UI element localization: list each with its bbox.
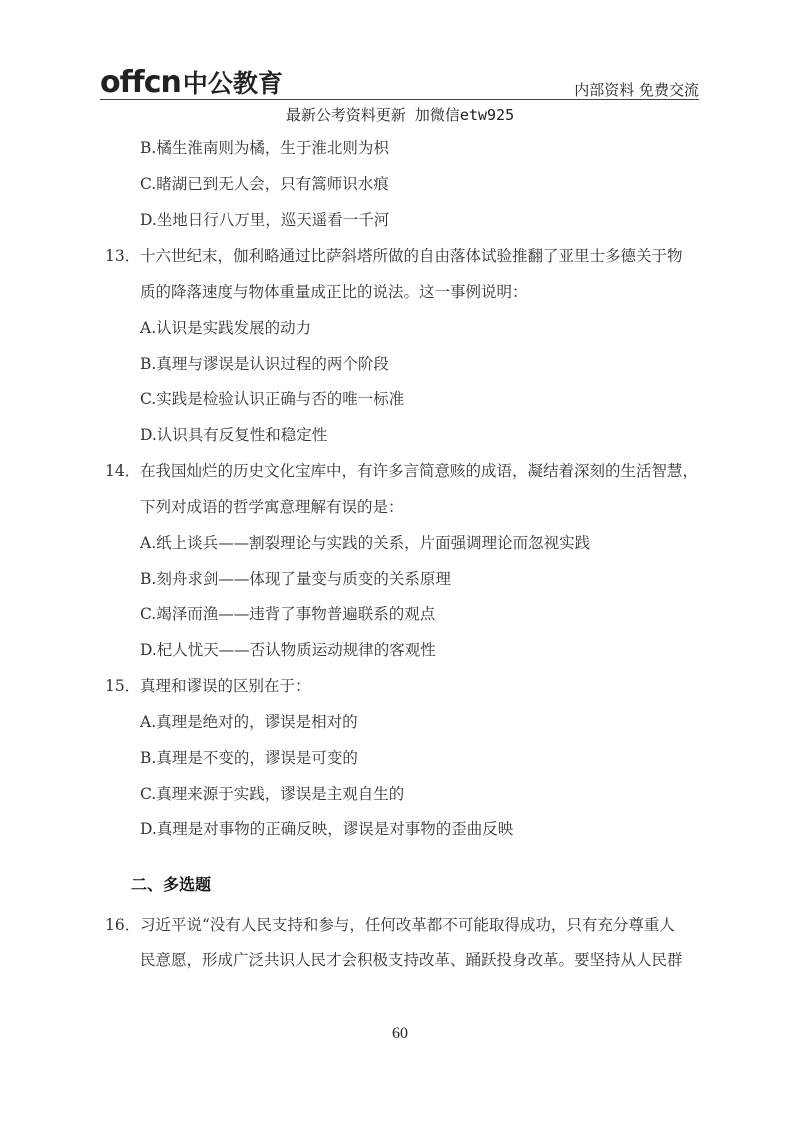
q15-option-d: D.真理是对事物的正确反映，谬误是对事物的歪曲反映: [140, 820, 514, 838]
q14-option-b: B.刻舟求剑——体现了量变与质变的关系原理: [140, 570, 451, 588]
q13-option-d: D.认识具有反复性和稳定性: [140, 426, 328, 444]
q16-stem-line2: 民意愿，形成广泛共识人民才会积极支持改革、踊跃投身改革。要坚持从人民群: [140, 951, 683, 969]
q15-option-b: B.真理是不变的，谬误是可变的: [140, 749, 358, 767]
q15-option-c: C.真理来源于实践，谬误是主观自生的: [140, 785, 405, 803]
q14-stem-line1: 在我国灿烂的历史文化宝库中，有许多言简意赅的成语，凝结着深刻的生活智慧，: [140, 462, 699, 480]
q14-option-c: C.竭泽而渔——违背了事物普遍联系的观点: [140, 605, 436, 623]
q14-option-d: D.杞人忧天——否认物质运动规律的客观性: [140, 641, 436, 659]
q13-number: 13．: [105, 247, 141, 265]
q13-option-b: B.真理与谬误是认识过程的两个阶段: [140, 355, 389, 373]
q16-number: 16．: [105, 916, 141, 934]
q15-stem-line1: 真理和谬误的区别在于：: [140, 677, 311, 695]
q14-option-a: A.纸上谈兵——割裂理论与实践的关系，片面强调理论而忽视实践: [140, 534, 591, 552]
page-number: 60: [392, 1025, 408, 1042]
update-notice: 最新公考资料更新 加微信etw925: [285, 106, 515, 124]
q12-option-d: D.坐地日行八万里，巡天遥看一千河: [140, 211, 390, 229]
q15-option-a: A.真理是绝对的，谬误是相对的: [140, 713, 358, 731]
q13-stem-line2: 质的降落速度与物体重量成正比的说法。这一事例说明：: [140, 283, 528, 301]
q14-stem-line2: 下列对成语的哲学寓意理解有误的是：: [140, 498, 404, 516]
q12-option-b: B.橘生淮南则为橘，生于淮北则为枳: [140, 139, 389, 157]
logo-chinese-text: 中公教育: [182, 69, 283, 98]
logo-latin-text: offcn: [100, 65, 181, 100]
q15-number: 15．: [105, 677, 141, 695]
offcn-logo: [100, 65, 283, 100]
header-divider: [100, 99, 699, 100]
header-internal-material: 内部资料 免费交流: [574, 81, 699, 99]
q13-option-a: A.认识是实践发展的动力: [140, 319, 312, 337]
q13-stem-line1: 十六世纪末，伽利略通过比萨斜塔所做的自由落体试验推翻了亚里士多德关于物: [140, 247, 683, 265]
q12-option-c: C.睹湖已到无人会，只有篙师识水痕: [140, 175, 389, 193]
q14-number: 14．: [105, 462, 141, 480]
q13-option-c: C.实践是检验认识正确与否的唯一标准: [140, 390, 405, 408]
section-title-multiple-choice: 二、多选题: [131, 875, 212, 894]
q16-stem-line1: 习近平说“没有人民支持和参与，任何改革都不可能取得成功，只有充分尊重人: [140, 916, 675, 934]
